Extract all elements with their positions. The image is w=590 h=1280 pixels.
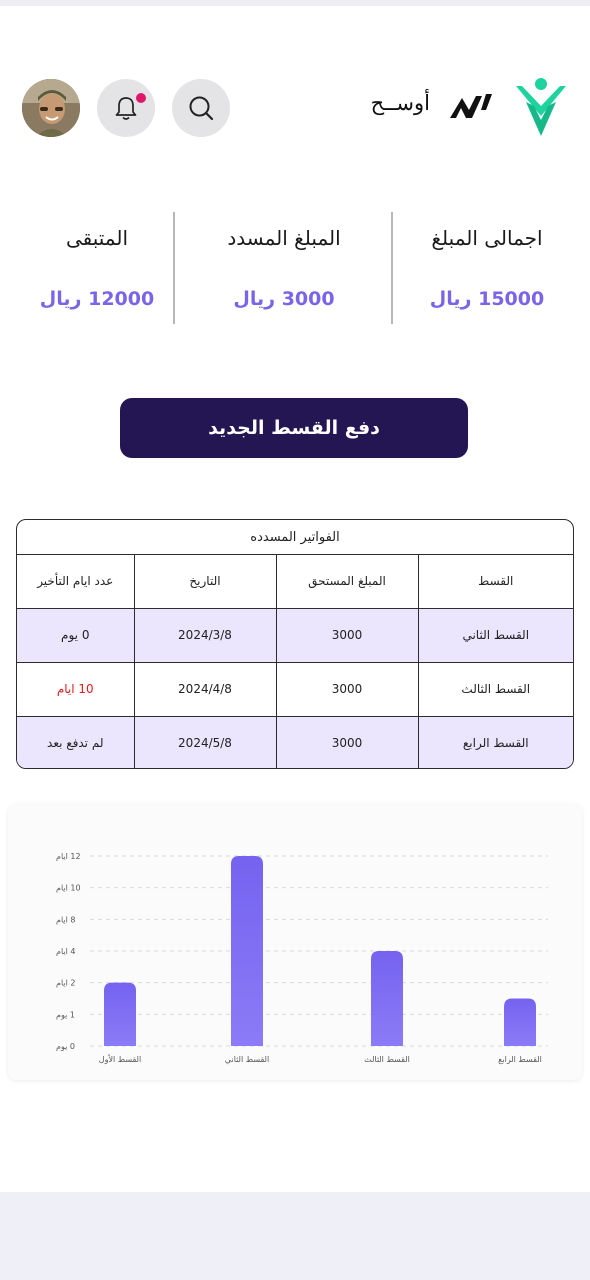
top-strip [0,0,590,6]
column-header-delay-days: عدد ايام التأخير [37,574,114,589]
notifications-button[interactable] [97,79,155,137]
search-button[interactable] [172,79,230,137]
x-tick-label: القسط الأول [98,1055,142,1064]
x-tick-label: القسط الثاني [224,1055,270,1064]
installment-cell: القسط الرابع [418,716,573,769]
chart-bar[interactable] [104,983,136,1046]
table-header-row [17,555,573,608]
chart-bar[interactable] [231,856,263,1046]
logo-mark-icon [448,88,500,124]
logo-wordmark: أوســح [370,91,430,115]
date-cell: 2024/3/8 [134,608,276,662]
brand-v-icon [514,76,568,140]
remaining-amount-label: المتبقى [65,226,129,250]
installment-cell: القسط الثالث [418,662,573,716]
notification-dot [136,93,146,103]
chart-bar[interactable] [371,951,403,1046]
paid-amount-summary [198,214,370,310]
chart-bar[interactable] [504,999,536,1047]
y-tick-label: 1 يوم [56,1010,75,1020]
y-tick-label: 0 يوم [56,1042,75,1051]
delay-cell: 10 ايام [56,682,94,696]
remaining-amount-summary [22,214,172,310]
pay-new-installment-button[interactable]: دفع القسط الجديد [120,398,468,458]
search-icon [186,93,216,123]
bottom-band [0,1192,590,1280]
table-row[interactable] [17,716,573,769]
paid-amount-label: المبلغ المسدد [227,226,341,250]
delay-cell: لم تدفع بعد [47,736,104,751]
chart-canvas [8,804,582,1080]
y-tick-label: 4 ايام [56,947,76,956]
delay-days-chart [8,804,582,1080]
column-header-amount-due: المبلغ المستحق [276,555,418,608]
x-tick-label: القسط الرابع [498,1055,542,1064]
y-tick-label: 8 ايام [56,915,76,925]
date-cell: 2024/5/8 [134,716,276,769]
column-header-date: التاريخ [134,555,276,608]
table-title: الفواتير المسدده [17,520,573,555]
table-row[interactable] [17,662,573,716]
paid-amount-value: 3000 ريال [233,288,335,310]
summary-divider [391,212,393,324]
y-tick-label: 10 ايام [56,883,81,893]
total-amount-label: اجمالى المبلغ [431,226,543,250]
amount-cell: 3000 [276,662,418,716]
amount-cell: 3000 [276,716,418,769]
table-row[interactable] [17,608,573,662]
paid-invoices-table [16,519,574,769]
avatar[interactable] [22,79,80,137]
total-amount-summary [402,214,572,310]
remaining-amount-value: 12000 ريال [39,288,155,310]
column-header-installment: القسط [418,555,573,608]
total-amount-value: 15000 ريال [429,288,545,310]
summary-divider [173,212,175,324]
installment-cell: القسط الثاني [418,608,573,662]
y-tick-label: 12 ايام [56,852,81,861]
date-cell: 2024/4/8 [134,662,276,716]
delay-cell: 0 يوم [61,628,90,642]
x-tick-label: القسط الثالث [364,1055,410,1064]
amount-cell: 3000 [276,608,418,662]
y-tick-label: 2 ايام [56,978,76,988]
